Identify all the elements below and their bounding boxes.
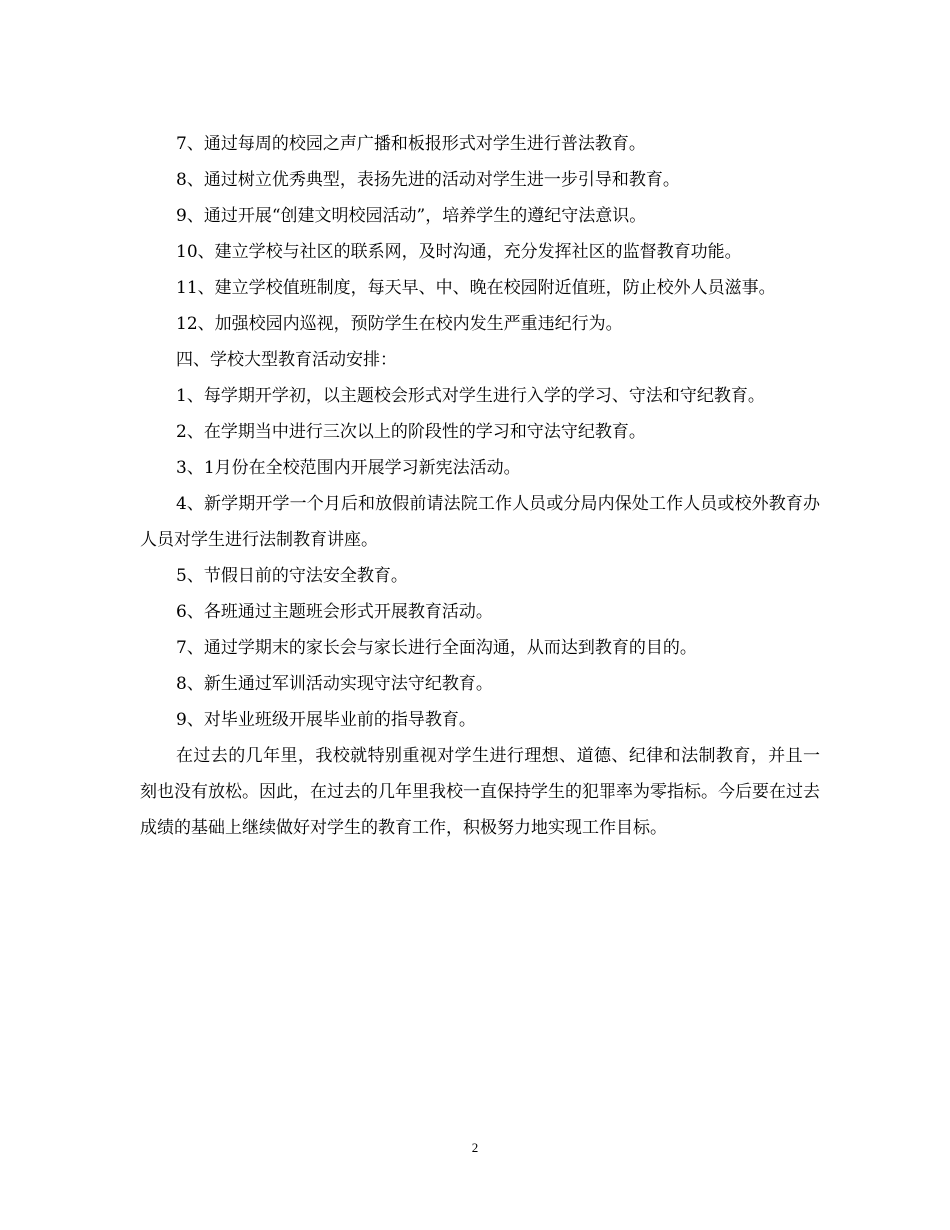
paragraph-item-9-civilized-campus: 9、通过开展“创建文明校园活动”，培养学生的遵纪守法意识。 — [176, 206, 647, 226]
paragraph-item-7-broadcast: 7、通过每周的校园之声广播和板报形式对学生进行普法教育。 — [176, 134, 646, 154]
paragraph-item-11-duty-system: 11、建立学校值班制度，每天早、中、晚在校园附近值班，防止校外人员滋事。 — [176, 278, 776, 298]
paragraph-item-10-community-network: 10、建立学校与社区的联系网，及时沟通，充分发挥社区的监督教育功能。 — [176, 242, 742, 262]
paragraph-conclusion: 在过去的几年里，我校就特别重视对学生进行理想、道德、纪律和法制教育，并且一刻也没有放松。因此，在过去的几年里我校一直保持学生的犯罪率为零指标。今后要在过去成绩的基础上继续做好对学生的教育工作，积极努力地实现工作目标。 — [140, 746, 820, 838]
paragraph-activity-6: 6、各班通过主题班会形式开展教育活动。 — [176, 602, 493, 622]
paragraph-activity-1: 1、每学期开学初，以主题校会形式对学生进行入学的学习、守法和守纪教育。 — [176, 386, 765, 406]
paragraph-activity-7: 7、通过学期末的家长会与家长进行全面沟通，从而达到教育的目的。 — [176, 638, 697, 658]
paragraph-activity-9: 9、对毕业班级开展毕业前的指导教育。 — [176, 710, 476, 730]
section-heading-activities: 四、学校大型教育活动安排： — [176, 350, 397, 370]
paragraph-activity-3: 3、1月份在全校范围内开展学习新宪法活动。 — [176, 458, 521, 478]
paragraph-activity-8: 8、新生通过军训活动实现守法守纪教育。 — [176, 674, 493, 694]
page-number: 2 — [471, 1140, 479, 1155]
paragraph-activity-2: 2、在学期当中进行三次以上的阶段性的学习和守法守纪教育。 — [176, 422, 646, 442]
paragraph-item-12-patrol: 12、加强校园内巡视，预防学生在校内发生严重违纪行为。 — [176, 314, 623, 334]
paragraph-activity-5: 5、节假日前的守法安全教育。 — [176, 566, 408, 586]
document-body — [140, 126, 820, 846]
paragraph-item-8-role-models: 8、通过树立优秀典型，表扬先进的活动对学生进一步引导和教育。 — [176, 170, 680, 190]
paragraph-activity-4: 4、新学期开学一个月后和放假前请法院工作人员或分局内保处工作人员或校外教育办人员对学生进行法制教育讲座。 — [140, 494, 820, 550]
